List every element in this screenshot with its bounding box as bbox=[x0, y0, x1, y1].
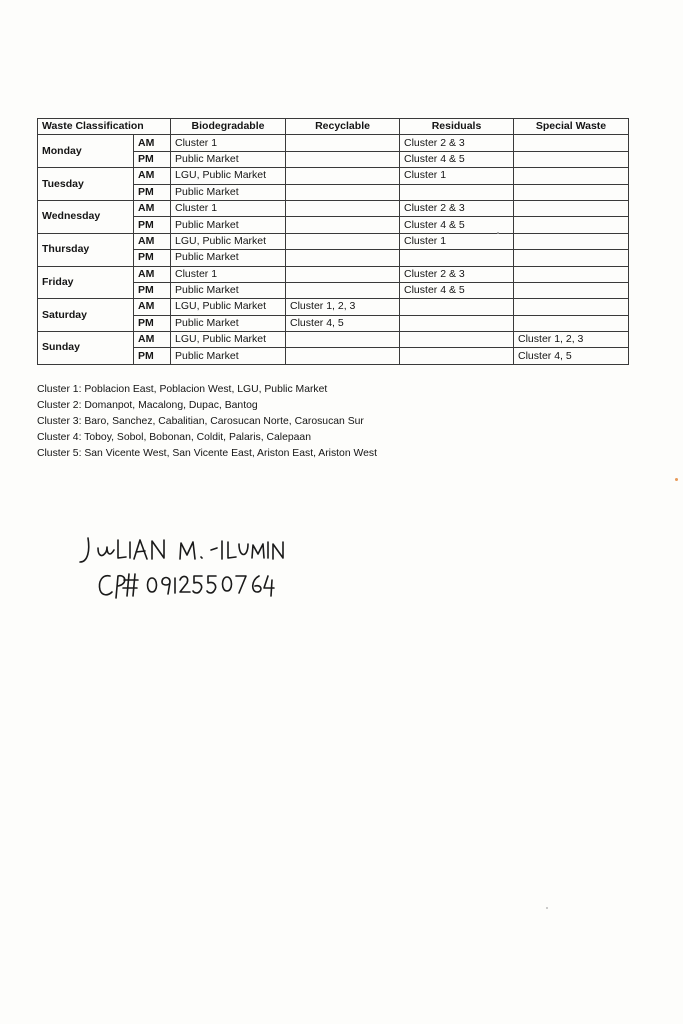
day-label: Thursday bbox=[38, 233, 134, 266]
recyclable-cell bbox=[286, 250, 400, 266]
special-waste-cell: Cluster 4, 5 bbox=[514, 348, 629, 364]
special-waste-cell bbox=[514, 217, 629, 233]
signature-stroke bbox=[98, 547, 114, 555]
signature-stroke bbox=[264, 576, 274, 596]
period-label: PM bbox=[134, 151, 171, 167]
period-label: AM bbox=[134, 266, 171, 282]
signature-stroke bbox=[180, 542, 195, 559]
period-label: PM bbox=[134, 315, 171, 331]
period-label: AM bbox=[134, 332, 171, 348]
signature-stroke bbox=[236, 576, 246, 593]
day-label: Saturday bbox=[38, 299, 134, 332]
table-header-row bbox=[38, 119, 629, 135]
recyclable-cell bbox=[286, 200, 400, 216]
signature-stroke bbox=[152, 540, 164, 559]
special-waste-cell bbox=[514, 266, 629, 282]
header-recyclable: Recyclable bbox=[286, 119, 400, 135]
period-label: AM bbox=[134, 200, 171, 216]
header-biodegradable: Biodegradable bbox=[171, 119, 286, 135]
biodegradable-cell: LGU, Public Market bbox=[171, 233, 286, 249]
period-label: AM bbox=[134, 135, 171, 151]
waste-collection-schedule-table bbox=[37, 118, 629, 365]
signature-stroke bbox=[201, 557, 202, 558]
table-row bbox=[38, 266, 629, 282]
signature-stroke bbox=[123, 574, 138, 596]
signature-stroke bbox=[162, 578, 170, 595]
period-label: PM bbox=[134, 217, 171, 233]
biodegradable-cell: Public Market bbox=[171, 151, 286, 167]
residuals-cell bbox=[400, 348, 514, 364]
table-body bbox=[38, 135, 629, 364]
recyclable-cell bbox=[286, 184, 400, 200]
recyclable-cell: Cluster 1, 2, 3 bbox=[286, 299, 400, 315]
recyclable-cell bbox=[286, 332, 400, 348]
signature-stroke bbox=[116, 576, 125, 598]
special-waste-cell bbox=[514, 233, 629, 249]
residuals-cell: Cluster 1 bbox=[400, 233, 514, 249]
biodegradable-cell: Public Market bbox=[171, 217, 286, 233]
recyclable-cell bbox=[286, 217, 400, 233]
biodegradable-cell: Public Market bbox=[171, 348, 286, 364]
signature-stroke bbox=[99, 576, 112, 595]
biodegradable-cell: LGU, Public Market bbox=[171, 168, 286, 184]
period-label: AM bbox=[134, 299, 171, 315]
cluster-1-note: Cluster 1: Poblacion East, Poblacion West, LGU, Public Market bbox=[37, 384, 328, 395]
page-speck bbox=[497, 232, 499, 234]
day-label: Monday bbox=[38, 135, 134, 168]
page-speck bbox=[546, 907, 548, 909]
signature-stroke bbox=[223, 577, 232, 591]
residuals-cell: Cluster 4 & 5 bbox=[400, 151, 514, 167]
cluster-2-note: Cluster 2: Domanpot, Macalong, Dupac, Bantog bbox=[37, 400, 258, 411]
residuals-cell: Cluster 2 & 3 bbox=[400, 135, 514, 151]
table-row bbox=[38, 233, 629, 249]
signature-stroke bbox=[228, 542, 236, 558]
residuals-cell bbox=[400, 332, 514, 348]
period-label: PM bbox=[134, 184, 171, 200]
recyclable-cell bbox=[286, 168, 400, 184]
special-waste-cell bbox=[514, 200, 629, 216]
special-waste-cell bbox=[514, 315, 629, 331]
period-label: AM bbox=[134, 233, 171, 249]
special-waste-cell bbox=[514, 250, 629, 266]
residuals-cell: Cluster 1 bbox=[400, 168, 514, 184]
signature-stroke bbox=[80, 538, 89, 562]
biodegradable-cell: LGU, Public Market bbox=[171, 299, 286, 315]
special-waste-cell bbox=[514, 135, 629, 151]
recyclable-cell bbox=[286, 282, 400, 298]
residuals-cell: Cluster 2 & 3 bbox=[400, 266, 514, 282]
handwritten-signature bbox=[76, 528, 296, 618]
table-row bbox=[38, 299, 629, 315]
signature-stroke bbox=[180, 576, 190, 592]
cluster-4-note: Cluster 4: Toboy, Sobol, Bobonan, Coldit, Palaris, Calepaan bbox=[37, 432, 311, 443]
period-label: PM bbox=[134, 282, 171, 298]
special-waste-cell bbox=[514, 151, 629, 167]
special-waste-cell bbox=[514, 282, 629, 298]
signature-stroke bbox=[193, 576, 202, 593]
recyclable-cell bbox=[286, 135, 400, 151]
signature-stroke bbox=[253, 576, 261, 592]
signature-stroke bbox=[148, 578, 157, 592]
residuals-cell: Cluster 4 & 5 bbox=[400, 282, 514, 298]
biodegradable-cell: Public Market bbox=[171, 250, 286, 266]
residuals-cell bbox=[400, 184, 514, 200]
recyclable-cell: Cluster 4, 5 bbox=[286, 315, 400, 331]
day-label: Friday bbox=[38, 266, 134, 299]
residuals-cell: Cluster 4 & 5 bbox=[400, 217, 514, 233]
header-special-waste: Special Waste bbox=[514, 119, 629, 135]
residuals-cell bbox=[400, 315, 514, 331]
residuals-cell bbox=[400, 299, 514, 315]
recyclable-cell bbox=[286, 266, 400, 282]
header-waste-classification: Waste Classification bbox=[38, 119, 171, 135]
biodegradable-cell: LGU, Public Market bbox=[171, 332, 286, 348]
signature-stroke bbox=[207, 576, 216, 593]
signature-stroke bbox=[239, 544, 248, 555]
header-residuals: Residuals bbox=[400, 119, 514, 135]
residuals-cell bbox=[400, 250, 514, 266]
special-waste-cell bbox=[514, 184, 629, 200]
cluster-legend bbox=[37, 382, 377, 462]
period-label: PM bbox=[134, 250, 171, 266]
biodegradable-cell: Public Market bbox=[171, 282, 286, 298]
period-label: AM bbox=[134, 168, 171, 184]
day-label: Wednesday bbox=[38, 200, 134, 233]
biodegradable-cell: Public Market bbox=[171, 315, 286, 331]
day-label: Sunday bbox=[38, 332, 134, 365]
biodegradable-cell: Public Market bbox=[171, 184, 286, 200]
biodegradable-cell: Cluster 1 bbox=[171, 200, 286, 216]
table-row bbox=[38, 332, 629, 348]
recyclable-cell bbox=[286, 151, 400, 167]
day-label: Tuesday bbox=[38, 168, 134, 201]
signature-stroke bbox=[252, 544, 264, 558]
signature-stroke bbox=[118, 540, 126, 558]
signature-stroke bbox=[273, 542, 283, 559]
special-waste-cell bbox=[514, 299, 629, 315]
special-waste-cell bbox=[514, 168, 629, 184]
cluster-3-note: Cluster 3: Baro, Sanchez, Cabalitian, Carosucan Norte, Carosucan Sur bbox=[37, 416, 364, 427]
table-row bbox=[38, 200, 629, 216]
biodegradable-cell: Cluster 1 bbox=[171, 135, 286, 151]
residuals-cell: Cluster 2 & 3 bbox=[400, 200, 514, 216]
signature-stroke bbox=[211, 548, 217, 550]
signature-stroke bbox=[134, 540, 147, 559]
recyclable-cell bbox=[286, 233, 400, 249]
recyclable-cell bbox=[286, 348, 400, 364]
table-row bbox=[38, 168, 629, 184]
table-row bbox=[38, 135, 629, 151]
period-label: PM bbox=[134, 348, 171, 364]
biodegradable-cell: Cluster 1 bbox=[171, 266, 286, 282]
page-speck bbox=[675, 478, 678, 481]
cluster-5-note: Cluster 5: San Vicente West, San Vicente East, Ariston East, Ariston West bbox=[37, 448, 377, 459]
special-waste-cell: Cluster 1, 2, 3 bbox=[514, 332, 629, 348]
